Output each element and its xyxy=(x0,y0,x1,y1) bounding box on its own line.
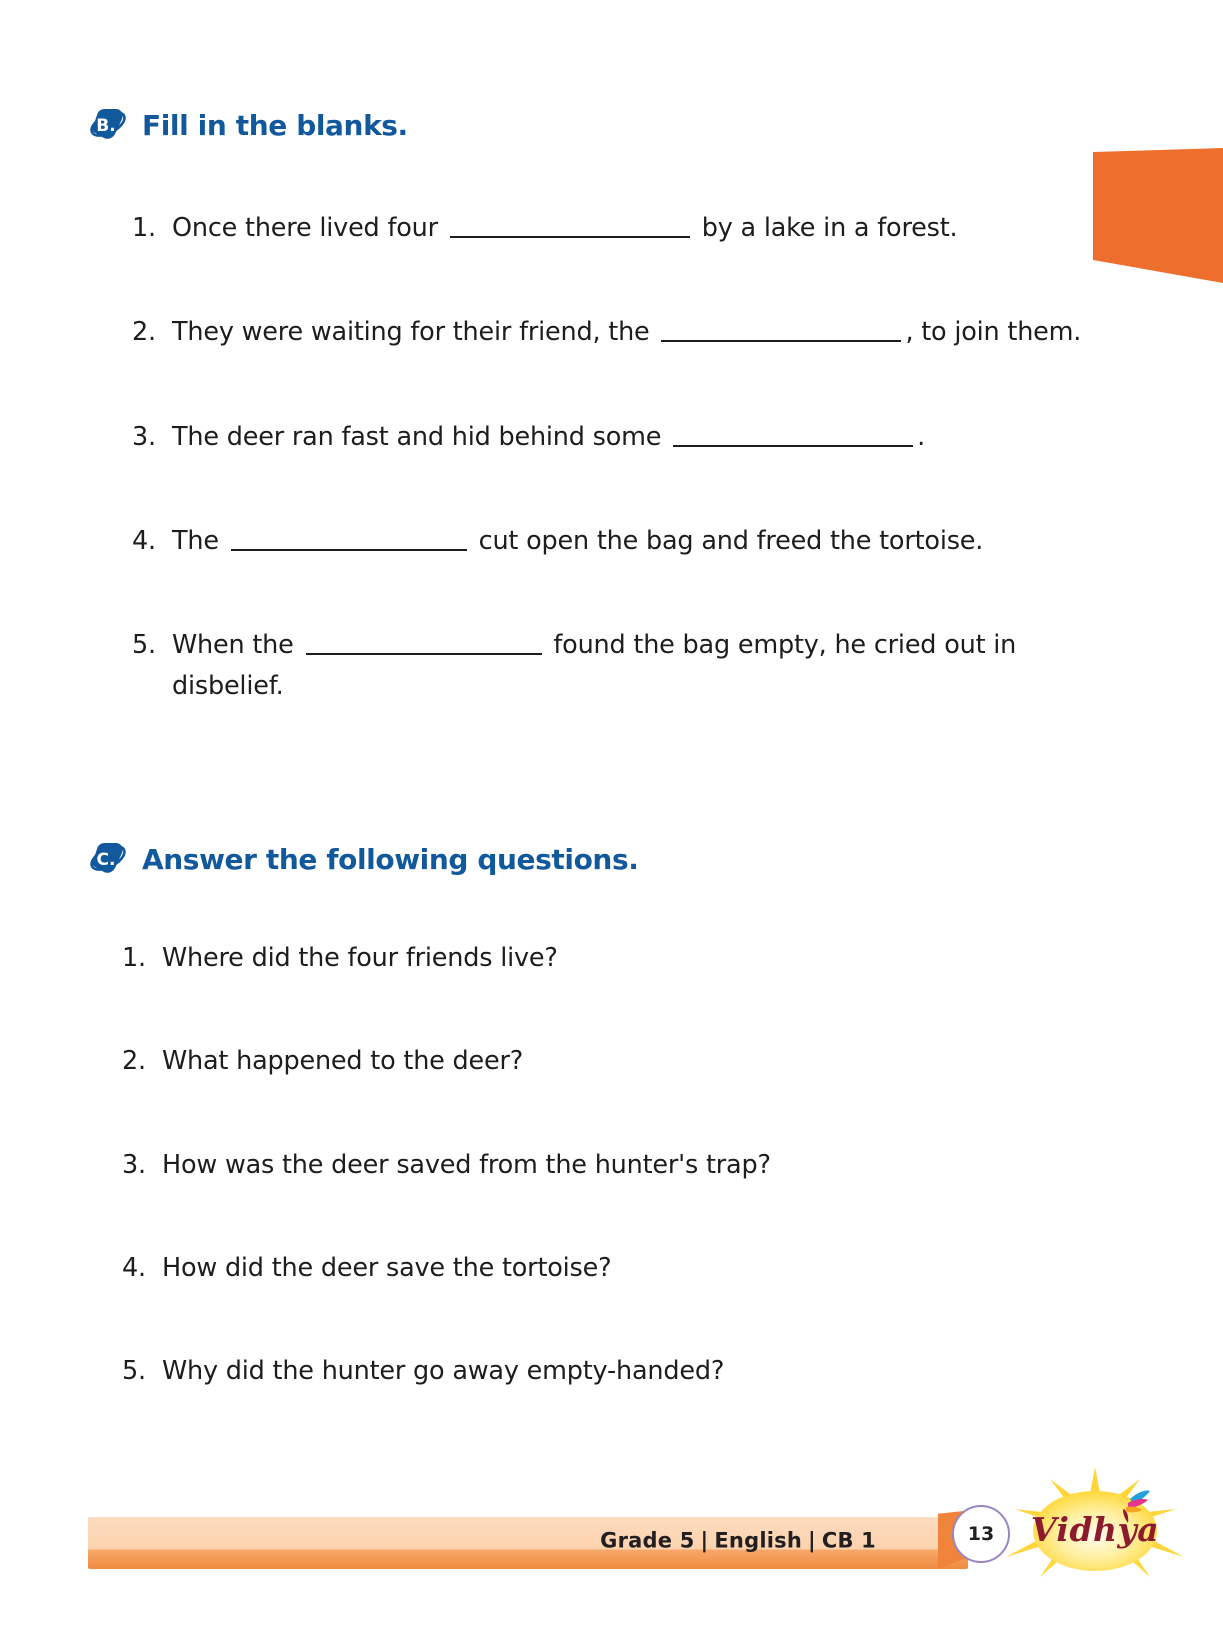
page-footer xyxy=(0,1509,1223,1583)
item-text-before: The xyxy=(172,525,227,556)
footer-separator: | xyxy=(807,1528,816,1553)
list-item xyxy=(130,208,1133,249)
item-text xyxy=(172,208,1133,249)
footer-subject: English xyxy=(714,1528,802,1553)
item-number: 5. xyxy=(132,630,156,661)
item-text-after: . xyxy=(917,421,926,452)
answer-blank[interactable] xyxy=(661,314,901,343)
item-number: 3. xyxy=(132,421,156,452)
item-text-before: When the xyxy=(172,630,302,661)
list-item xyxy=(120,1351,1133,1392)
item-text: How did the deer save the tortoise? xyxy=(162,1252,612,1283)
item-number: 1. xyxy=(132,213,156,243)
item-text-after: cut open the bag and freed the tortoise. xyxy=(470,525,984,556)
section-heading-c xyxy=(88,838,1133,880)
item-text xyxy=(172,521,1133,562)
answer-blank[interactable] xyxy=(231,522,467,551)
item-text xyxy=(172,417,1133,458)
item-number: 2. xyxy=(122,1046,146,1077)
footer-bar xyxy=(88,1517,968,1569)
list-item xyxy=(120,1145,1133,1186)
section-heading-b xyxy=(88,104,1133,146)
section-marker-letter: C. xyxy=(96,850,116,870)
footer-caption xyxy=(600,1529,876,1553)
section-title-c: Answer the following questions. xyxy=(142,842,639,876)
answer-blank[interactable] xyxy=(306,626,542,655)
item-text-after: found the bag empty, he cried out in disbelief. xyxy=(172,630,1017,702)
answer-blank[interactable] xyxy=(450,209,690,238)
item-text xyxy=(172,312,1133,353)
page-number: 13 xyxy=(952,1505,1010,1563)
footer-book: CB 1 xyxy=(821,1528,876,1553)
item-text-before: They were waiting for their friend, the xyxy=(172,317,658,348)
list-item xyxy=(120,1248,1133,1289)
item-text-before: Once there lived four xyxy=(172,213,446,243)
footer-separator: | xyxy=(700,1528,709,1553)
item-text: How was the deer saved from the hunter's trap? xyxy=(162,1149,771,1180)
section-badge-icon xyxy=(88,104,130,146)
item-text-after: by a lake in a forest. xyxy=(693,213,958,243)
item-text: Why did the hunter go away empty-handed? xyxy=(162,1356,725,1387)
footer-grade: Grade 5 xyxy=(600,1528,695,1553)
brand-logo xyxy=(1000,1465,1190,1587)
fill-in-the-blanks-list xyxy=(88,208,1133,708)
list-item xyxy=(130,417,1133,458)
answer-questions-list xyxy=(88,938,1133,1392)
item-number: 4. xyxy=(122,1252,146,1283)
section-badge-icon xyxy=(88,838,130,880)
brand-name: Vidhya xyxy=(1030,1509,1160,1549)
section-answer-questions xyxy=(88,838,1133,1392)
item-number: 1. xyxy=(122,943,146,973)
item-number: 4. xyxy=(132,525,156,556)
item-number: 2. xyxy=(132,317,156,348)
item-text: What happened to the deer? xyxy=(162,1046,524,1077)
section-fill-in-the-blanks xyxy=(88,104,1133,708)
section-marker-letter: B. xyxy=(96,116,116,136)
item-number: 3. xyxy=(122,1149,146,1180)
item-text-before: The deer ran fast and hid behind some xyxy=(172,421,670,452)
item-text: Where did the four friends live? xyxy=(162,943,558,973)
list-item xyxy=(130,625,1133,708)
list-item xyxy=(120,1041,1133,1082)
list-item xyxy=(120,938,1133,979)
item-text-after: , to join them. xyxy=(905,317,1082,348)
list-item xyxy=(130,521,1133,562)
list-item xyxy=(130,312,1133,353)
item-text xyxy=(172,625,1133,708)
section-title-b: Fill in the blanks. xyxy=(142,108,408,142)
answer-blank[interactable] xyxy=(673,418,913,447)
item-number: 5. xyxy=(122,1356,146,1387)
